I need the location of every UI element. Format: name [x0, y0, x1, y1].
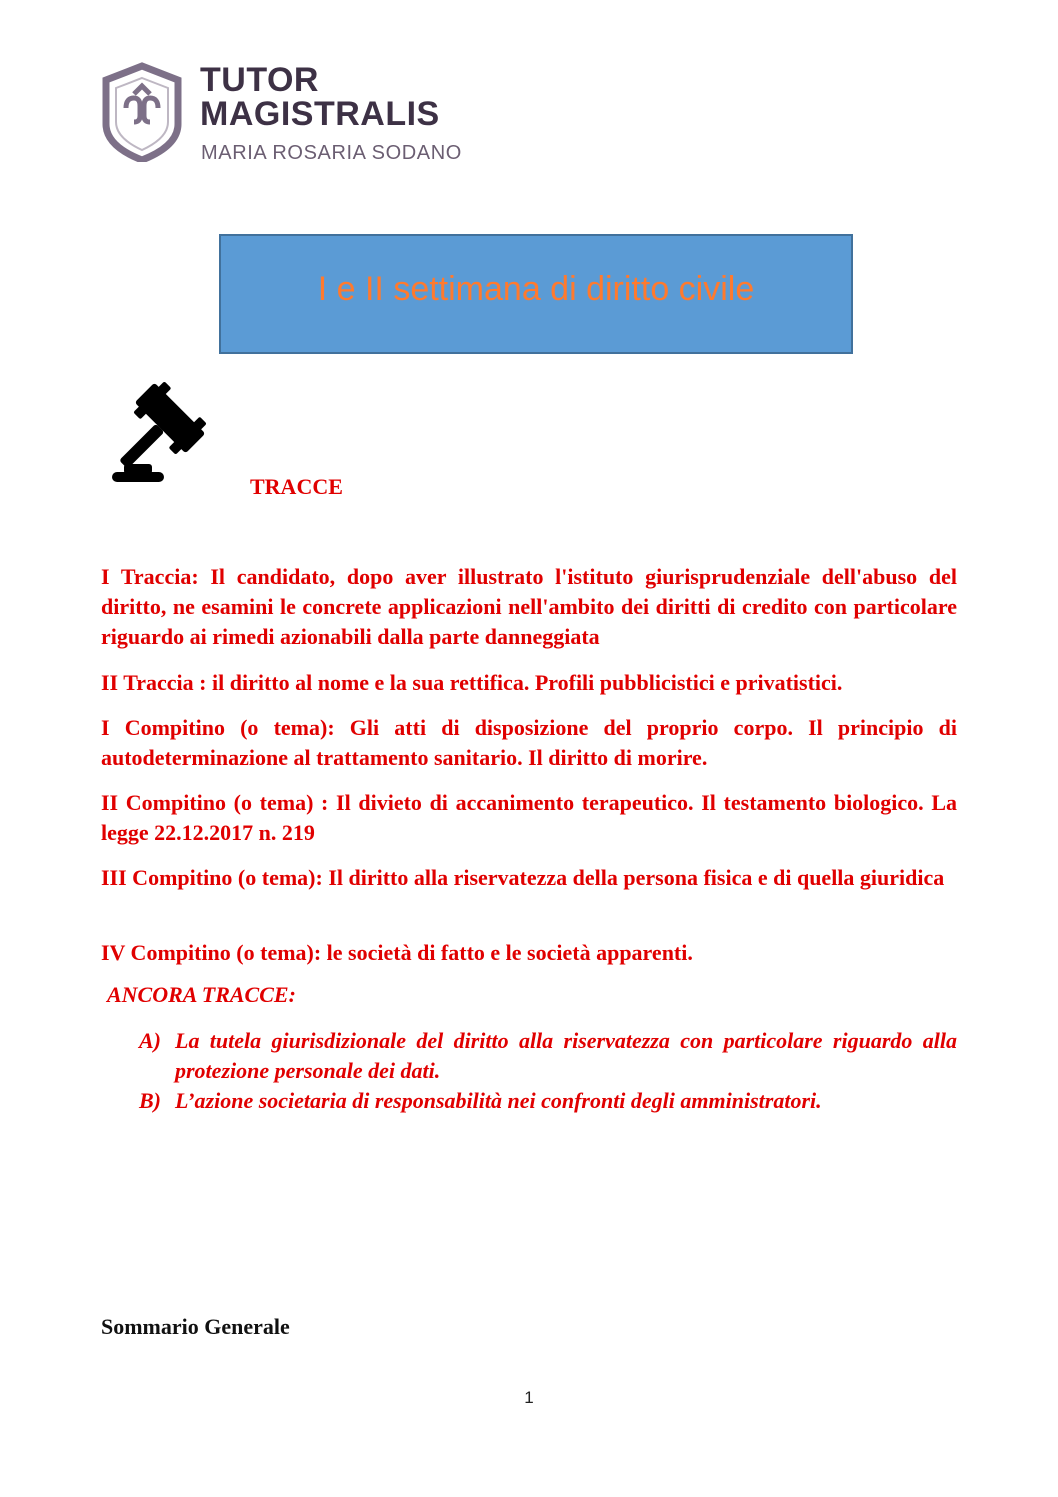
traccia-1	[101, 562, 957, 652]
sommario-heading: Sommario Generale	[101, 1314, 290, 1339]
gavel-icon	[110, 376, 222, 488]
compitino-3	[101, 863, 957, 893]
title-banner	[219, 234, 853, 354]
document-title: I e II settimana di diritto civile	[317, 269, 755, 308]
paragraph-text: II Traccia : il diritto al nome e la sua rettifica. Profili pubblicistici e privatistici.	[101, 670, 843, 695]
ancora-list	[139, 1026, 957, 1116]
paragraph-text: IV Compitino (o tema): le società di fatto e le società apparenti.	[101, 940, 693, 965]
list-item-text: La tutela giurisdizionale del diritto alla riservatezza con particolare riguardo alla protezione personale dei dati.	[175, 1028, 957, 1083]
page-number: 1	[524, 1388, 534, 1407]
paragraph-text: II Compitino (o tema) : Il divieto di accanimento terapeutico. Il testamento biologico. La legge 22.12.2017 n. 219	[101, 790, 957, 845]
ancora-heading: ANCORA TRACCE:	[107, 982, 296, 1007]
compitino-1	[101, 713, 957, 773]
brand-name-line2: MAGISTRALIS	[200, 95, 440, 133]
paragraph-text: I Traccia: Il candidato, dopo aver illustrato l'istituto giurisprudenziale dell'abuso del diritto, ne esamini le concrete applicazioni nell'ambito dei diritti di credito con particolare riguardo ai rimedi azionabili dalla parte danneggiata	[101, 564, 957, 649]
section-heading: TRACCE	[250, 474, 343, 499]
paragraph-text: III Compitino (o tema): Il diritto alla riservatezza della persona fisica e di quella giuridica	[101, 865, 945, 890]
list-item	[139, 1026, 957, 1086]
traccia-2	[101, 668, 957, 698]
paragraph-text: I Compitino (o tema): Gli atti di disposizione del proprio corpo. Il principio di autodeterminazione al trattamento sanitario. Il diritto di morire.	[101, 715, 957, 770]
list-item-text: L’azione societaria di responsabilità nei confronti degli amministratori.	[175, 1088, 822, 1113]
brand-subtitle: MARIA ROSARIA SODANO	[201, 142, 462, 164]
compitino-2	[101, 788, 957, 848]
brand-name-line1: TUTOR	[200, 61, 319, 99]
brand-logo	[100, 62, 500, 166]
list-marker: B)	[139, 1088, 161, 1113]
list-marker: A)	[139, 1028, 161, 1053]
compitino-4	[101, 938, 957, 968]
shield-crest-icon	[100, 62, 184, 162]
list-item	[139, 1086, 957, 1116]
